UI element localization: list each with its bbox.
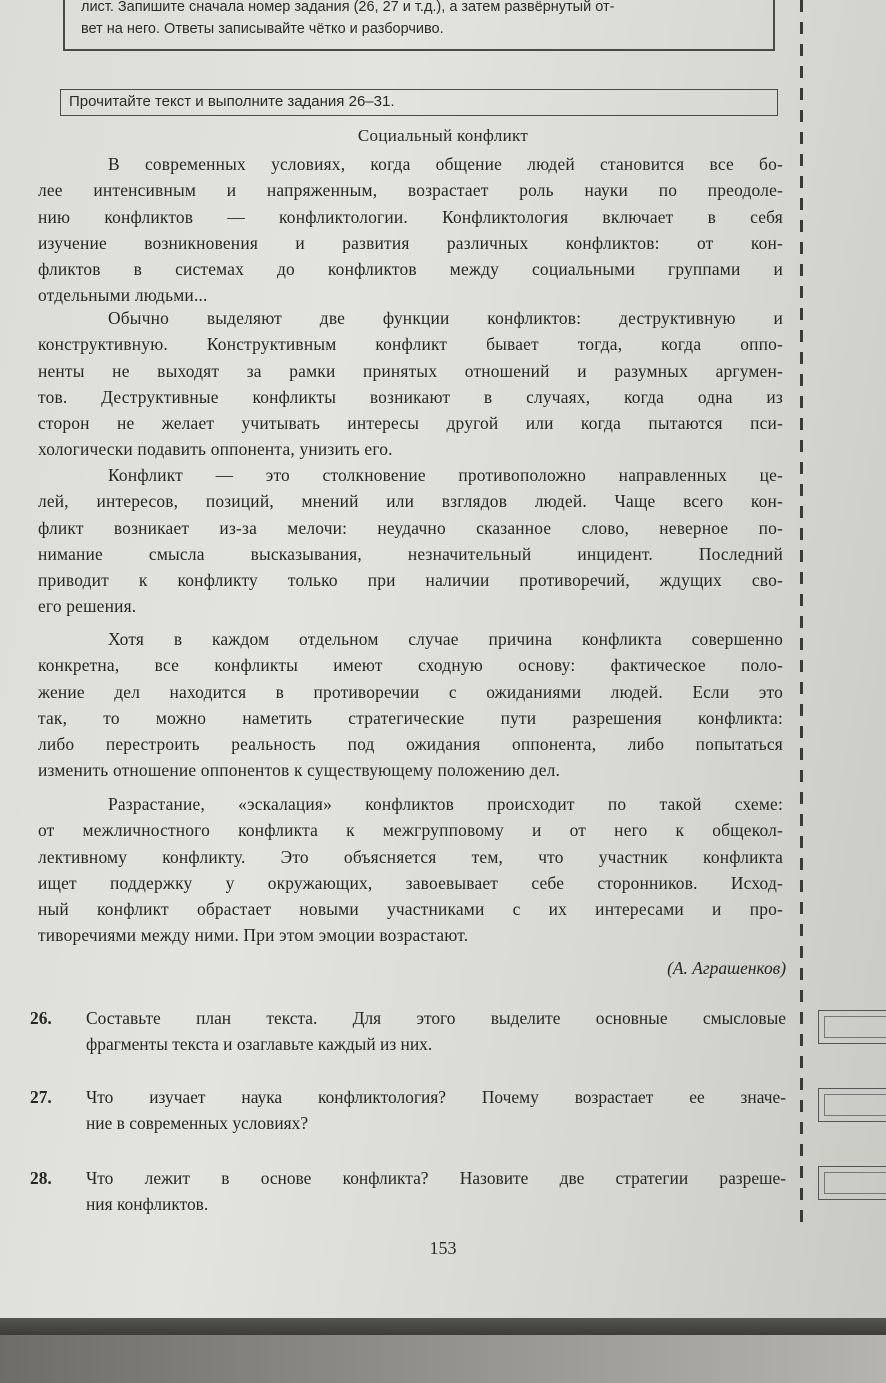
task-line: фрагменты текста и озаглавьте каждый из них. (86, 1034, 433, 1054)
score-box-27 (818, 1088, 886, 1122)
paragraph-5 (38, 791, 783, 949)
paragraph-line: нимание смысла высказывания, незначительный инцидент. Последний (38, 543, 783, 564)
paragraph-line: фликт возникает из-за мелочи: неудачно сказанное слово, неверное по- (38, 517, 783, 538)
paragraph-line: хологически подавить оппонента, унизить его. (38, 439, 393, 460)
header-line-1: лист. Запишите сначала номер задания (26, 27 и т.д.), а затем развёрнутый от- (81, 0, 615, 15)
paragraph-line: лей, интересов, позиций, мнений или взглядов людей. Чаще всего кон- (38, 491, 783, 512)
table-surface (0, 1335, 886, 1383)
paragraph-line: тов. Деструктивные конфликты возникают в случаях, когда одна из (38, 386, 783, 407)
cut-line (800, 0, 803, 1230)
paragraph-1 (38, 151, 783, 309)
paragraph-4 (38, 626, 783, 784)
paragraph-line: Хотя в каждом отдельном случае причина конфликта совершенно (108, 629, 783, 649)
paragraph-line: ный конфликт обрастает новыми участниками с их интересами и про- (38, 899, 783, 920)
paragraph-line: конструктивную. Конструктивным конфликт бывает тогда, когда оппо- (38, 334, 783, 355)
paragraph-line: конкретна, все конфликты имеют сходную основу: фактическое поло- (38, 655, 783, 676)
score-box-26 (818, 1010, 886, 1044)
paragraph-2 (38, 305, 783, 463)
paragraph-line: Обычно выделяют две функции конфликтов: деструктивную и (108, 308, 783, 328)
paragraph-line: приводит к конфликту только при наличии противоречий, ждущих сво- (38, 570, 783, 591)
task-line: Составьте план текста. Для этого выделите основные смысловые (86, 1008, 786, 1028)
task-number: 27. (30, 1087, 52, 1107)
author: (А. Аграшенков) (667, 958, 786, 978)
paragraph-line: тиворечиями между ними. При этом эмоции возрастают. (38, 925, 469, 946)
reading-instruction: Прочитайте текст и выполните задания 26–31. (60, 89, 778, 116)
score-box-28 (818, 1166, 886, 1200)
paragraph-line: Конфликт — это столкновение противоположно направленных це- (108, 465, 783, 485)
task-line: ние в современных условиях? (86, 1113, 309, 1133)
paragraph-line: лее интенсивным и напряженным, возрастает роль науки по преодоле- (38, 180, 783, 201)
header-instruction-box (63, 0, 775, 51)
paragraph-line: В современных условиях, когда общение людей становится все бо- (108, 154, 783, 174)
task-line: Что изучает наука конфликтология? Почему возрастает ее значе- (86, 1087, 786, 1107)
paragraph-line: от межличностного конфликта к межгрупповому и от него к общекол- (38, 820, 783, 841)
task-line: Что лежит в основе конфликта? Назовите две стратегии разреше- (86, 1168, 786, 1188)
paragraph-line: либо перестроить реальность под ожидания оппонента, либо попытаться (38, 734, 783, 755)
text-title: Социальный конфликт (357, 126, 529, 145)
task-line: ния конфликтов. (86, 1194, 209, 1214)
paragraph-line: отдельными людьми... (38, 285, 208, 306)
paragraph-line: сторон не желает учитывать интересы другой или когда пытаются пси- (38, 413, 783, 434)
paragraph-line: ненты не выходят за рамки принятых отношений и разумных аргумен- (38, 360, 783, 381)
paragraph-line: нию конфликтов — конфликтологии. Конфликтология включает в себя (38, 206, 783, 227)
paragraph-line: так, то можно наметить стратегические пути разрешения конфликта: (38, 707, 783, 728)
paragraph-3 (38, 462, 783, 620)
task-number: 26. (30, 1008, 52, 1028)
task-number: 28. (30, 1168, 52, 1188)
paragraph-line: лективному конфликту. Это объясняется тем, что участник конфликта (38, 846, 783, 867)
paragraph-line: фликтов в системах до конфликтов между социальными группами и (38, 259, 783, 280)
page-number: 153 (429, 1238, 457, 1258)
paragraph-line: изучение возникновения и развития различных конфликтов: от кон- (38, 232, 783, 253)
paragraph-line: его решения. (38, 596, 137, 617)
paragraph-line: изменить отношение оппонентов к существующему положению дел. (38, 760, 561, 781)
header-line-2: вет на него. Ответы записывайте чётко и разборчиво. (81, 21, 444, 37)
paragraph-line: ищет поддержку у окружающих, завоевывает себе сторонников. Исход- (38, 872, 783, 893)
paragraph-line: Разрастание, «эскалация» конфликтов происходит по такой схеме: (108, 794, 783, 814)
paragraph-line: жение дел находится в противоречии с ожиданиями людей. Если это (38, 681, 783, 702)
